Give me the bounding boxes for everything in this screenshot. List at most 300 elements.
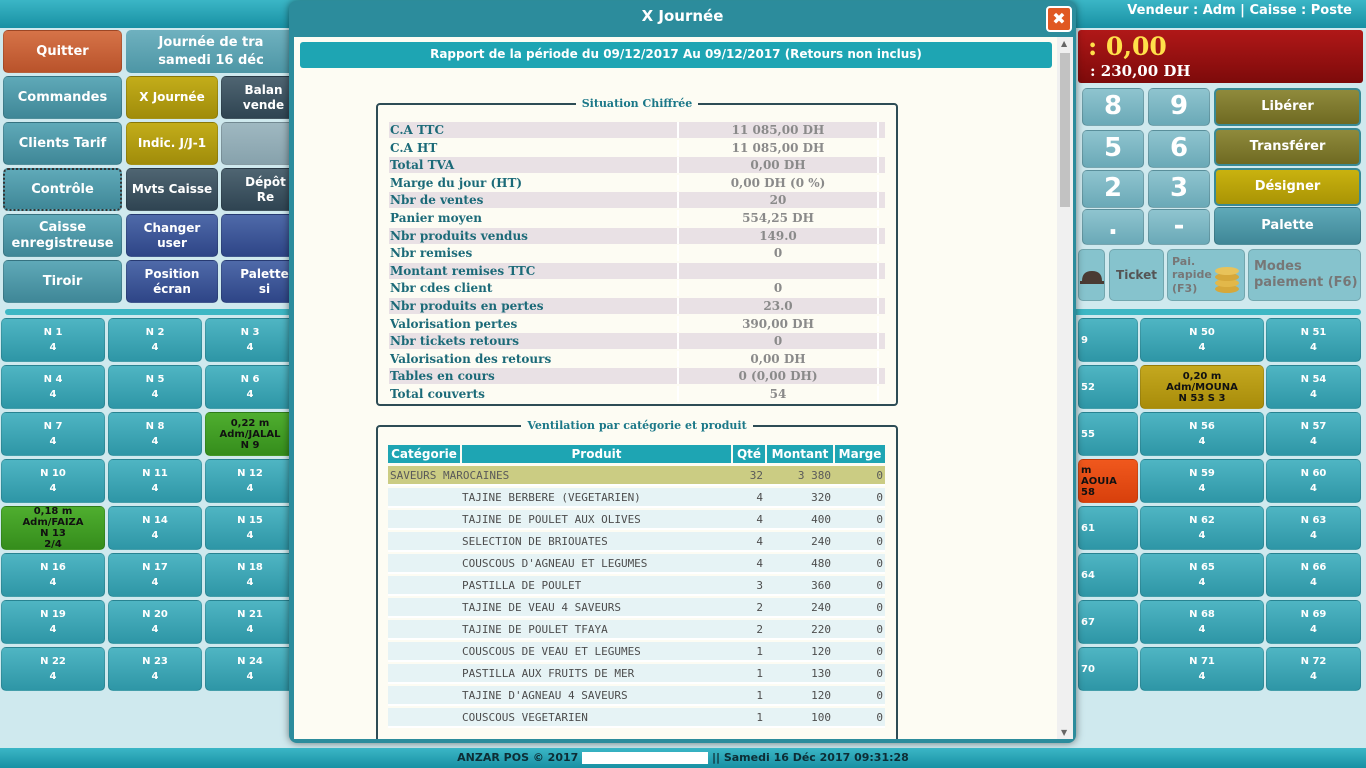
summary-value: 554,25 DH bbox=[677, 210, 879, 226]
table-covers: 4 bbox=[151, 530, 159, 541]
table-covers: 4 bbox=[246, 577, 254, 588]
table-covers: 4 bbox=[1310, 483, 1317, 494]
footer-bar bbox=[0, 748, 1366, 768]
table-name: 55 bbox=[1081, 428, 1095, 440]
table-covers: 4 bbox=[1198, 624, 1206, 635]
table-tile[interactable] bbox=[1, 412, 105, 456]
summary-row bbox=[389, 210, 885, 226]
table-covers: 4 bbox=[1198, 342, 1206, 353]
product-montant: 240 bbox=[811, 535, 831, 548]
blank-navy-button[interactable] bbox=[221, 214, 296, 257]
close-button[interactable]: ✖ bbox=[1046, 6, 1072, 32]
table-covers: 4 bbox=[246, 671, 254, 682]
product-name: COUSCOUS DE VEAU ET LEGUMES bbox=[462, 645, 641, 658]
total-amount: : 0,00 bbox=[1088, 32, 1167, 61]
table-time: m bbox=[1081, 464, 1092, 476]
table-covers: 4 bbox=[246, 483, 254, 494]
position-ecran-button[interactable]: Position écran bbox=[126, 260, 218, 303]
empty-button[interactable] bbox=[221, 122, 296, 165]
table-covers: 4 bbox=[49, 671, 57, 682]
product-qte: 1 bbox=[756, 667, 763, 680]
period-banner: Rapport de la période du 09/12/2017 Au 09/12/2017 (Retours non inclus) bbox=[300, 42, 1052, 68]
table-tile[interactable] bbox=[1266, 600, 1361, 644]
summary-value: 0 bbox=[677, 333, 879, 349]
table-user: Adm/JALAL bbox=[219, 428, 281, 440]
table-name: N 60 bbox=[1300, 468, 1327, 479]
summary-row bbox=[389, 368, 885, 384]
product-name: TAJINE DE VEAU 4 SAVEURS bbox=[462, 601, 621, 614]
key-3[interactable]: 3 bbox=[1148, 170, 1210, 208]
quitter-button[interactable]: Quitter bbox=[3, 30, 122, 73]
summary-value: 23.0 bbox=[677, 298, 879, 314]
table-tile[interactable] bbox=[1, 647, 105, 691]
table-tile[interactable] bbox=[1, 553, 105, 597]
table-tile[interactable] bbox=[1140, 412, 1264, 456]
category-row bbox=[388, 466, 885, 486]
product-marge: 0 bbox=[876, 623, 883, 636]
table-tile[interactable] bbox=[108, 318, 202, 362]
product-row bbox=[388, 576, 885, 596]
table-tile[interactable] bbox=[1140, 553, 1264, 597]
summary-value bbox=[677, 263, 879, 279]
table-tile[interactable] bbox=[1, 365, 105, 409]
commandes-button[interactable]: Commandes bbox=[3, 76, 122, 119]
product-name: COUSCOUS VEGETARIEN bbox=[462, 711, 588, 724]
table-covers: 4 bbox=[246, 530, 254, 541]
table-covers: 4 bbox=[246, 389, 254, 400]
dialog-body bbox=[294, 37, 1073, 739]
summary-value: 11 085,00 DH bbox=[677, 122, 879, 138]
table-name: N 71 bbox=[1189, 656, 1215, 667]
table-tile[interactable] bbox=[1266, 412, 1361, 456]
key-5[interactable]: 5 bbox=[1082, 130, 1144, 168]
summary-row bbox=[389, 298, 885, 314]
product-qte: 2 bbox=[756, 601, 763, 614]
product-row bbox=[388, 620, 885, 640]
table-tile[interactable] bbox=[1266, 553, 1361, 597]
table-tile[interactable] bbox=[1266, 647, 1361, 691]
table-name: N 2 bbox=[145, 327, 165, 338]
table-name: N 51 bbox=[1300, 327, 1327, 338]
table-name: N 69 bbox=[1300, 609, 1327, 620]
summary-row bbox=[389, 316, 885, 332]
key-9[interactable]: 9 bbox=[1148, 88, 1210, 126]
table-covers: 4 bbox=[49, 624, 57, 635]
table-covers: 4 bbox=[1310, 671, 1317, 682]
table-tile[interactable] bbox=[205, 318, 295, 362]
table-name: N 6 bbox=[240, 374, 260, 385]
product-name: SELECTION DE BRIOUATES bbox=[462, 535, 608, 548]
table-covers: 4 bbox=[1310, 530, 1317, 541]
table-tile-partial[interactable] bbox=[1078, 553, 1138, 597]
transferer-button[interactable]: Transférer bbox=[1214, 128, 1361, 166]
summary-label: Montant remises TTC bbox=[390, 263, 536, 278]
indic-button[interactable]: Indic. J/J-1 bbox=[126, 122, 218, 165]
table-covers: 4 bbox=[151, 342, 159, 353]
product-qte: 1 bbox=[756, 645, 763, 658]
product-qte: 4 bbox=[756, 557, 763, 570]
product-montant: 320 bbox=[811, 491, 831, 504]
table-tile[interactable] bbox=[1140, 318, 1264, 362]
summary-row bbox=[389, 245, 885, 261]
table-name: N 62 bbox=[1189, 515, 1215, 526]
breakdown-header bbox=[388, 445, 885, 465]
table-name: N 65 bbox=[1189, 562, 1215, 573]
summary-row bbox=[389, 228, 885, 244]
table-name: 64 bbox=[1081, 569, 1095, 581]
table-covers: 4 bbox=[49, 577, 57, 588]
table-name: N 13 bbox=[40, 528, 66, 539]
table-name: N 54 bbox=[1300, 374, 1327, 385]
footer-datetime: || Samedi 16 Déc 2017 09:31:28 bbox=[711, 751, 909, 764]
key-2[interactable]: 2 bbox=[1082, 170, 1144, 208]
product-qte: 4 bbox=[756, 535, 763, 548]
dialog-scrollbar[interactable] bbox=[1057, 37, 1073, 739]
table-tile[interactable] bbox=[1266, 459, 1361, 503]
pai-rapide-label: Pai. rapide (F3) bbox=[1172, 255, 1212, 295]
category-montant: 3 380 bbox=[797, 469, 831, 482]
cloche-icon[interactable] bbox=[1078, 249, 1105, 301]
table-tile[interactable] bbox=[1140, 647, 1264, 691]
summary-row bbox=[389, 333, 885, 349]
table-name: N 5 bbox=[145, 374, 165, 385]
table-name: N 7 bbox=[43, 421, 63, 432]
table-tile[interactable] bbox=[1, 318, 105, 362]
table-covers: 4 bbox=[151, 577, 159, 588]
table-tile[interactable] bbox=[108, 553, 202, 597]
table-name: 52 bbox=[1081, 381, 1095, 393]
table-covers: 4 bbox=[1310, 436, 1317, 447]
x-journee-button[interactable]: X Journée bbox=[126, 76, 218, 119]
table-name: N 21 bbox=[237, 609, 263, 620]
summary-label: Nbr de ventes bbox=[390, 193, 484, 208]
table-tile[interactable] bbox=[108, 647, 202, 691]
category-name: SAVEURS MAROCAINES bbox=[390, 469, 510, 482]
category-marge: 0 bbox=[876, 469, 883, 482]
seller-info: Vendeur : Adm | Caisse : Poste bbox=[1127, 3, 1352, 18]
tiroir-button[interactable]: Tiroir bbox=[3, 260, 122, 303]
modes-paiement-label: Modes paiement (F6) bbox=[1254, 259, 1358, 290]
table-tile[interactable] bbox=[205, 365, 295, 409]
table-covers: 4 bbox=[1310, 389, 1317, 400]
product-name: PASTILLA AUX FRUITS DE MER bbox=[462, 667, 635, 680]
table-covers: 4 bbox=[151, 389, 159, 400]
table-tile[interactable] bbox=[205, 647, 295, 691]
table-covers: 4 bbox=[151, 436, 159, 447]
summary-label: Valorisation des retours bbox=[390, 351, 552, 366]
table-name: N 1 bbox=[43, 327, 63, 338]
table-name: N 10 bbox=[40, 468, 66, 479]
table-user: Adm/FAIZA bbox=[22, 517, 84, 528]
table-covers: 2/4 bbox=[44, 539, 62, 550]
product-row bbox=[388, 554, 885, 574]
workday-info bbox=[126, 30, 296, 73]
table-name: N 72 bbox=[1300, 656, 1327, 667]
table-tile[interactable] bbox=[108, 412, 202, 456]
summary-row bbox=[389, 175, 885, 191]
summary-label: Nbr cdes client bbox=[390, 281, 493, 296]
summary-label: Nbr remises bbox=[390, 246, 473, 261]
table-name: N 19 bbox=[40, 609, 66, 620]
summary-value: 11 085,00 DH bbox=[677, 140, 879, 156]
summary-label: C.A TTC bbox=[390, 123, 444, 137]
palette-button[interactable]: Palette bbox=[1214, 207, 1361, 245]
product-marge: 0 bbox=[876, 645, 883, 658]
product-marge: 0 bbox=[876, 513, 883, 526]
x-journee-dialog bbox=[289, 1, 1076, 743]
summary-row bbox=[389, 122, 885, 138]
table-covers: 4 bbox=[49, 483, 57, 494]
summary-label: Total TVA bbox=[390, 158, 455, 173]
table-name: N 23 bbox=[142, 656, 168, 667]
table-covers: 4 bbox=[49, 389, 57, 400]
summary-label: Panier moyen bbox=[390, 211, 482, 225]
summary-label: Nbr produits en pertes bbox=[390, 299, 544, 313]
balance-vendeur-button[interactable]: Balan vende bbox=[221, 76, 296, 119]
depot-button[interactable]: Dépôt Re bbox=[221, 168, 296, 211]
table-name: N 59 bbox=[1189, 468, 1215, 479]
summary-row bbox=[389, 280, 885, 296]
modes-paiement-button[interactable] bbox=[1248, 249, 1361, 301]
table-extra: S 3 bbox=[1207, 392, 1226, 404]
total-display bbox=[1078, 30, 1363, 83]
summary-label: Nbr produits vendus bbox=[390, 228, 528, 243]
table-covers: 4 bbox=[1310, 624, 1317, 635]
table-covers: 4 bbox=[1198, 483, 1206, 494]
product-row bbox=[388, 488, 885, 508]
table-tile-partial[interactable] bbox=[1078, 412, 1138, 456]
summary-row bbox=[389, 386, 885, 402]
product-marge: 0 bbox=[876, 557, 883, 570]
product-name: TAJINE DE POULET TFAYA bbox=[462, 623, 608, 636]
table-tile[interactable] bbox=[1140, 600, 1264, 644]
designer-button[interactable]: Désigner bbox=[1214, 168, 1361, 206]
product-marge: 0 bbox=[876, 579, 883, 592]
table-tile-partial[interactable] bbox=[1078, 365, 1138, 409]
product-name: TAJINE BERBERE (VEGETARIEN) bbox=[462, 491, 641, 504]
table-name: 9 bbox=[1081, 334, 1088, 346]
table-tile-partial[interactable] bbox=[1078, 600, 1138, 644]
table-tile-busy[interactable] bbox=[1140, 365, 1264, 409]
header-montant: Montant bbox=[767, 445, 833, 463]
table-tile[interactable] bbox=[205, 600, 295, 644]
table-tile[interactable] bbox=[205, 459, 295, 503]
table-covers: 4 bbox=[1198, 577, 1206, 588]
header-qte: Qté bbox=[733, 445, 765, 463]
summary-row bbox=[389, 192, 885, 208]
product-montant: 240 bbox=[811, 601, 831, 614]
table-tile[interactable] bbox=[205, 506, 295, 550]
dialog-title: X Journée bbox=[641, 7, 724, 25]
table-name: N 11 bbox=[142, 468, 168, 479]
summary-value: 0 bbox=[677, 280, 879, 296]
product-name: COUSCOUS D'AGNEAU ET LEGUMES bbox=[462, 557, 648, 570]
redacted-block bbox=[582, 752, 708, 764]
total-subamount: : 230,00 DH bbox=[1090, 62, 1191, 80]
key-minus[interactable]: - bbox=[1148, 209, 1210, 245]
product-name: TAJINE D'AGNEAU 4 SAVEURS bbox=[462, 689, 628, 702]
table-time: 0,18 m bbox=[33, 506, 73, 517]
scroll-up-icon[interactable]: ▲ bbox=[1061, 39, 1068, 48]
table-user: AOUIA bbox=[1081, 475, 1117, 487]
table-tile[interactable] bbox=[1266, 365, 1361, 409]
table-covers: 4 bbox=[246, 624, 254, 635]
table-tile[interactable] bbox=[108, 506, 202, 550]
product-marge: 0 bbox=[876, 601, 883, 614]
product-row bbox=[388, 510, 885, 530]
table-tile[interactable] bbox=[1, 600, 105, 644]
summary-value: 0,00 DH bbox=[677, 157, 879, 173]
table-name-line bbox=[1179, 393, 1226, 404]
summary-value: 0,00 DH bbox=[677, 351, 879, 367]
table-name: N 14 bbox=[142, 515, 168, 526]
table-name: N 50 bbox=[1189, 327, 1215, 338]
product-marge: 0 bbox=[876, 689, 883, 702]
ticket-button[interactable] bbox=[1109, 249, 1164, 301]
mvts-caisse-button[interactable]: Mvts Caisse bbox=[126, 168, 218, 211]
breakdown-title: Ventilation par catégorie et produit bbox=[521, 419, 752, 432]
table-covers: 4 bbox=[49, 436, 57, 447]
product-row bbox=[388, 664, 885, 684]
table-name: N 16 bbox=[40, 562, 66, 573]
table-tile-busy[interactable] bbox=[205, 412, 295, 456]
summary-label: Marge du jour (HT) bbox=[390, 175, 523, 190]
table-covers: 4 bbox=[1198, 436, 1206, 447]
table-tile[interactable] bbox=[1140, 506, 1264, 550]
header-marge: Marge bbox=[835, 445, 885, 463]
table-tile[interactable] bbox=[205, 553, 295, 597]
product-qte: 2 bbox=[756, 623, 763, 636]
table-tile-busy[interactable] bbox=[1, 506, 105, 550]
table-covers: 4 bbox=[1198, 671, 1206, 682]
table-covers: 4 bbox=[1310, 577, 1317, 588]
summary-section bbox=[376, 97, 898, 406]
summary-label: Nbr tickets retours bbox=[390, 334, 519, 349]
product-montant: 360 bbox=[811, 579, 831, 592]
product-row bbox=[388, 708, 885, 728]
clients-tarif-button[interactable]: Clients Tarif bbox=[3, 122, 122, 165]
summary-label: Tables en cours bbox=[390, 369, 495, 384]
table-covers: 4 bbox=[49, 342, 57, 353]
table-covers: 4 bbox=[1310, 342, 1317, 353]
table-tile[interactable] bbox=[1140, 459, 1264, 503]
table-tile-partial[interactable] bbox=[1078, 506, 1138, 550]
footer-copyright: ANZAR POS © 2017 bbox=[457, 751, 579, 764]
product-marge: 0 bbox=[876, 667, 883, 680]
ticket-label: Ticket bbox=[1116, 267, 1157, 282]
summary-label: C.A HT bbox=[390, 140, 438, 155]
product-row bbox=[388, 686, 885, 706]
table-name: N 17 bbox=[142, 562, 168, 573]
category-qte: 32 bbox=[749, 469, 763, 482]
product-montant: 480 bbox=[811, 557, 831, 570]
table-tile[interactable] bbox=[108, 365, 202, 409]
table-name: N 66 bbox=[1300, 562, 1327, 573]
header-produit: Produit bbox=[462, 445, 731, 463]
table-name: N 4 bbox=[43, 374, 63, 385]
pai-rapide-button[interactable] bbox=[1167, 249, 1245, 301]
key-dot[interactable]: . bbox=[1082, 209, 1144, 245]
table-name: 58 bbox=[1081, 486, 1095, 498]
caisse-enregistreuse-button[interactable]: Caisse enregistreuse bbox=[3, 214, 122, 257]
summary-value: 54 bbox=[677, 386, 879, 402]
product-qte: 3 bbox=[756, 579, 763, 592]
table-name: N 20 bbox=[142, 609, 168, 620]
key-6[interactable]: 6 bbox=[1148, 130, 1210, 168]
product-row bbox=[388, 598, 885, 618]
changer-user-button[interactable]: Changer user bbox=[126, 214, 218, 257]
table-name: 67 bbox=[1081, 616, 1095, 628]
table-name: 61 bbox=[1081, 522, 1095, 534]
product-montant: 120 bbox=[811, 645, 831, 658]
coins-icon bbox=[1212, 255, 1242, 295]
product-name: PASTILLA DE POULET bbox=[462, 579, 582, 592]
scroll-down-icon[interactable]: ▼ bbox=[1061, 728, 1068, 737]
table-tile-partial[interactable] bbox=[1078, 318, 1138, 362]
summary-row bbox=[389, 263, 885, 279]
summary-title: Situation Chiffrée bbox=[576, 97, 699, 110]
table-name: N 8 bbox=[145, 421, 165, 432]
summary-row bbox=[389, 140, 885, 156]
table-covers: 4 bbox=[151, 671, 159, 682]
key-8[interactable]: 8 bbox=[1082, 88, 1144, 126]
table-tile-partial[interactable] bbox=[1078, 647, 1138, 691]
table-name: N 24 bbox=[237, 656, 263, 667]
product-row bbox=[388, 642, 885, 662]
summary-value: 0 bbox=[677, 245, 879, 261]
summary-row bbox=[389, 157, 885, 173]
table-name: N 9 bbox=[240, 439, 260, 451]
table-tile[interactable] bbox=[1, 459, 105, 503]
table-time: 0,22 m bbox=[230, 417, 270, 429]
summary-value: 0,00 DH (0 %) bbox=[677, 175, 879, 191]
product-row bbox=[388, 532, 885, 552]
product-qte: 1 bbox=[756, 711, 763, 724]
workday-line1: Journée de tra bbox=[158, 35, 264, 50]
product-marge: 0 bbox=[876, 535, 883, 548]
liberer-button[interactable]: Libérer bbox=[1214, 88, 1361, 126]
controle-button[interactable]: Contrôle bbox=[3, 168, 122, 211]
product-montant: 130 bbox=[811, 667, 831, 680]
product-qte: 1 bbox=[756, 689, 763, 702]
summary-label: Valorisation pertes bbox=[390, 316, 518, 331]
summary-row bbox=[389, 351, 885, 367]
summary-label: Total couverts bbox=[390, 387, 485, 401]
table-name: N 12 bbox=[237, 468, 263, 479]
table-tile[interactable] bbox=[108, 459, 202, 503]
product-marge: 0 bbox=[876, 711, 883, 724]
table-tile-busy[interactable] bbox=[1078, 459, 1138, 503]
table-name: 70 bbox=[1081, 663, 1095, 675]
scroll-thumb[interactable] bbox=[1060, 53, 1070, 207]
table-name: N 56 bbox=[1189, 421, 1215, 432]
summary-value: 390,00 DH bbox=[677, 316, 879, 332]
table-tile[interactable] bbox=[1266, 506, 1361, 550]
table-name: N 22 bbox=[40, 656, 66, 667]
table-covers: 4 bbox=[246, 342, 254, 353]
table-covers: 4 bbox=[1198, 530, 1206, 541]
summary-value: 20 bbox=[677, 192, 879, 208]
table-covers: 4 bbox=[151, 624, 159, 635]
table-tile[interactable] bbox=[1266, 318, 1361, 362]
workday-line2: samedi 16 déc bbox=[158, 53, 264, 68]
table-tile[interactable] bbox=[108, 600, 202, 644]
palette-si-button[interactable]: Palette si bbox=[221, 260, 296, 303]
product-montant: 400 bbox=[811, 513, 831, 526]
table-name: N 57 bbox=[1300, 421, 1327, 432]
table-name: N 63 bbox=[1300, 515, 1327, 526]
summary-value: 0 (0,00 DH) bbox=[677, 368, 879, 384]
